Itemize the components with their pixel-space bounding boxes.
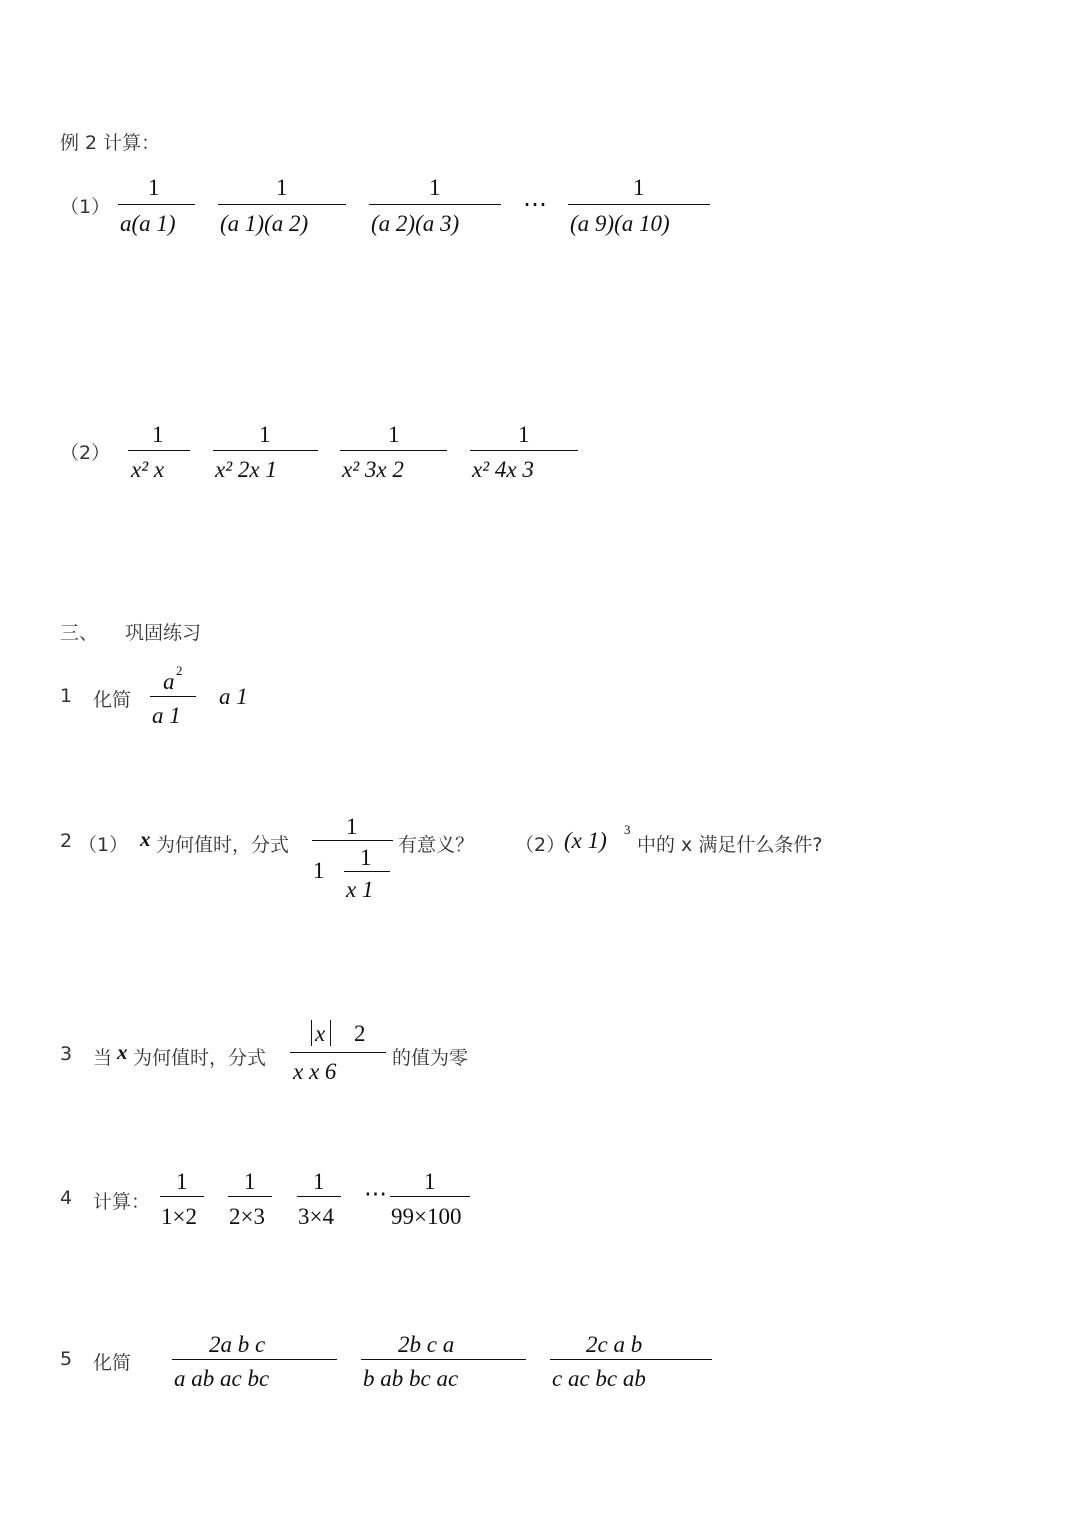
question-2-part1-label: （1） [78, 834, 129, 856]
part2-label: （2） [60, 442, 111, 464]
question-5-text: 化简 [93, 1352, 132, 1374]
variable-x: x [117, 1040, 128, 1064]
question-2-text-1: 为何值时，分式 [156, 834, 290, 856]
question-5-number: 5 [60, 1348, 73, 1370]
question-1-text: 化简 [93, 689, 132, 711]
ellipsis: ⋯ [523, 192, 547, 218]
question-3-text-3: 的值为零 [392, 1047, 469, 1069]
question-4-number: 4 [60, 1187, 73, 1209]
part1-label: （1） [60, 196, 111, 218]
question-1-number: 1 [60, 685, 73, 707]
question-3-text-2: 为何值时，分式 [133, 1047, 267, 1069]
question-3-number: 3 [60, 1043, 73, 1065]
question-2-expression: (x 1) [564, 828, 607, 853]
section-heading: 巩固练习 [125, 622, 202, 644]
variable-x: x [140, 827, 151, 851]
question-4-ellipsis: ⋯ [364, 1181, 387, 1206]
example-title: 例 2 计算： [60, 132, 161, 154]
question-2-number: 2 [60, 830, 73, 852]
question-2-exponent: 3 [624, 822, 631, 837]
question-2-part2-label: （2） [515, 834, 566, 856]
question-1-tail: a 1 [219, 684, 248, 709]
question-3-text-1: 当 [93, 1047, 113, 1069]
question-2-text-3: 中的 x 满足什么条件? [637, 834, 823, 856]
section-number: 三、 [60, 622, 99, 644]
question-2-text-2: 有意义？ [398, 834, 475, 856]
question-4-text: 计算： [93, 1191, 151, 1213]
